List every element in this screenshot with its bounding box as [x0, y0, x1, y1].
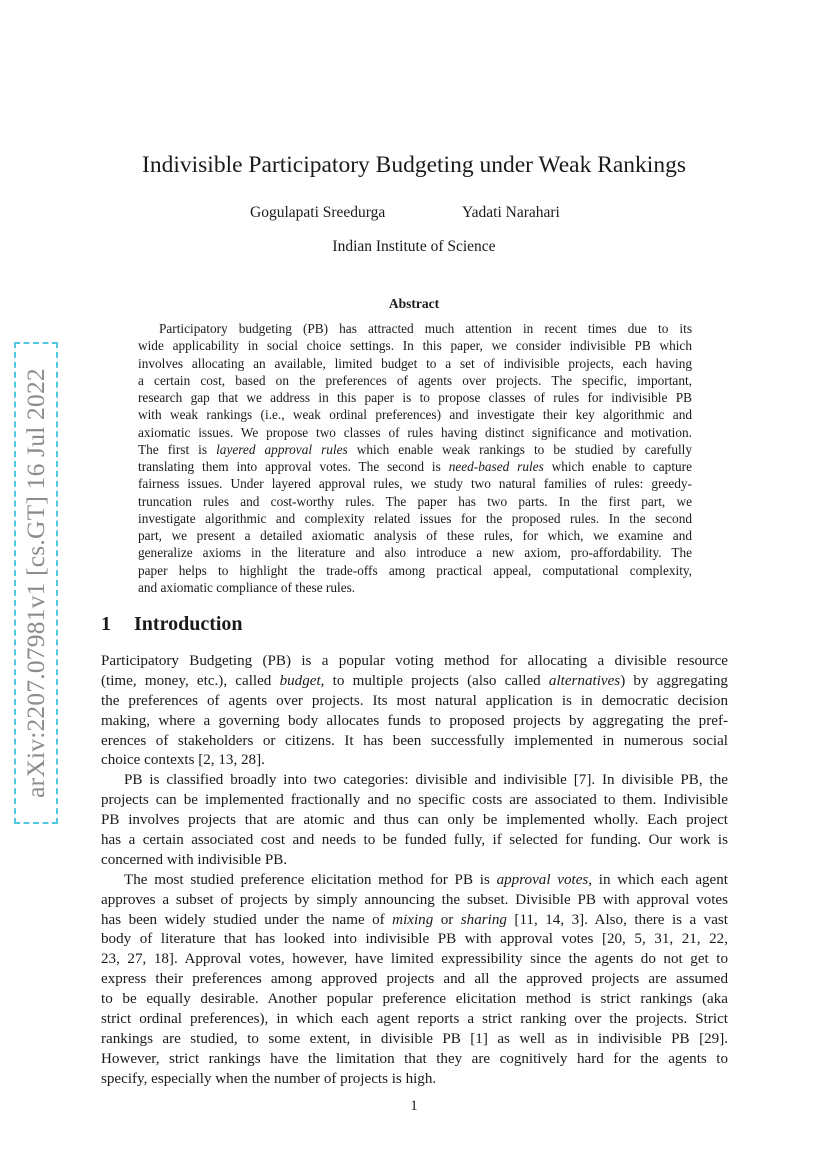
abstract-line: with weak rankings (i.e., weak ordinal preferences) and investigate their key algorithmic and: [138, 407, 692, 423]
page-number: 1: [410, 1098, 418, 1114]
abstract-line: wide applicability in social choice settings. In this paper, we consider indivisible PB which: [138, 338, 692, 354]
body-text-line: erences of stakeholders or citizens. It has been successfully implemented in numerous social: [101, 732, 728, 749]
abstract-line: investigate algorithmic and complexity related issues for the proposed rules. In the second: [138, 510, 692, 526]
emphasized-term: mixing: [392, 911, 434, 928]
body-text-line: making, where a governing body allocates funds to proposed projects by aggregating the pref-: [101, 712, 728, 729]
abstract-heading: Abstract: [388, 296, 440, 311]
paper-title: Indivisible Participatory Budgeting under Weak Rankings: [142, 152, 686, 178]
body-text-line: concerned with indivisible PB.: [101, 851, 288, 868]
abstract-line: generalize axioms in the literature and also introduce a new axiom, pro-affordability. The: [138, 545, 692, 561]
body-text-line: the preferences of agents over projects. Its most natural application is in democratic decision: [101, 692, 728, 709]
abstract-line: truncation rules and cost-worthy rules. The paper has two parts. In the first part, we: [138, 493, 692, 509]
body-text-line: to be equally desirable. Another popular preference elicitation method is strict rankings (aka: [101, 991, 728, 1008]
introduction-body: [101, 652, 728, 1090]
emphasized-term: layered approval rules: [216, 441, 348, 457]
body-text-line: strict ordinal preferences), in which each agent reports a strict ranking over the projects. Strict: [101, 1011, 728, 1028]
abstract-line: part, we present a detailed axiomatic analysis of these rules, for which, we examine and: [138, 528, 692, 544]
section-heading: [101, 613, 243, 636]
body-text-line: PB is classified broadly into two categories: divisible and indivisible [7]. In divisible PB, the: [124, 772, 728, 789]
emphasized-term: approval votes: [496, 871, 589, 888]
body-text-line: The most studied preference elicitation method for PB is approval votes, in which each agent: [124, 871, 728, 888]
body-text-line: has been widely studied under the name of mixing or sharing [11, 14, 3]. Also, there is a vast: [101, 911, 728, 928]
abstract-line: The first is layered approval rules which enable weak rankings to be studied by carefully: [138, 441, 693, 457]
body-text-line: specify, especially when the number of projects is high.: [101, 1070, 437, 1087]
body-text-line: 23, 27, 18]. Approval votes, however, have limited expressibility since the agents do not get to: [101, 951, 728, 968]
abstract-line: research gap that we address in this paper is to propose classes of rules for indivisible PB: [138, 390, 692, 406]
arxiv-identifier: arXiv:2207.07981v1 [cs.GT] 16 Jul 2022: [21, 368, 51, 798]
arxiv-stamp: [14, 342, 58, 824]
abstract-line: Participatory budgeting (PB) has attracted much attention in recent times due to its: [159, 321, 692, 336]
body-text-line: body of literature that has looked into indivisible PB with approval votes [20, 5, 31, 21, 22,: [101, 931, 728, 948]
body-text-line: (time, money, etc.), called budget, to multiple projects (also called alternatives) by aggregating: [101, 672, 728, 689]
abstract-line: fairness issues. Under layered approval rules, we study two natural families of rules: greedy-: [138, 476, 692, 492]
emphasized-term: sharing: [460, 911, 507, 928]
body-text-line: has a certain associated cost and needs to be funded fully, if selected for funding. Our work is: [101, 832, 728, 849]
body-text-line: Participatory Budgeting (PB) is a popular voting method for allocating a divisible resource: [101, 653, 728, 669]
abstract-line: axiomatic issues. We propose two classes of rules having distinct significance and motivation.: [138, 424, 692, 440]
abstract-body: [138, 320, 692, 596]
affiliation: Indian Institute of Science: [332, 238, 496, 255]
body-text-line: approves a subset of projects by simply announcing the subset. Divisible PB with approval votes: [101, 891, 728, 908]
body-text-line: PB involves projects that are atomic and thus can only be implemented wholly. Each project: [101, 812, 728, 829]
body-text-line: express their preferences among approved projects and all the approved projects are assumed: [101, 971, 728, 988]
abstract-line: involves allocating an available, limited budget to a set of indivisible projects, each having: [138, 355, 692, 371]
body-text-line: projects can be implemented fractionally and no specific costs are associated to them. Indivisible: [101, 792, 728, 809]
section-number: 1: [101, 613, 111, 635]
emphasized-term: budget: [279, 672, 321, 689]
abstract-line: and axiomatic compliance of these rules.: [138, 579, 356, 595]
author-name: Yadati Narahari: [462, 204, 560, 221]
body-text-line: rankings are studied, to some extent, in divisible PB [1] as well as in indivisible PB [29].: [101, 1030, 728, 1047]
abstract-line: paper helps to highlight the trade-offs among practical appeal, computational complexity,: [138, 562, 692, 578]
body-text-line: choice contexts [2, 13, 28].: [101, 752, 265, 769]
abstract-line: a certain cost, based on the preferences of agents over projects. The specific, important,: [138, 372, 692, 388]
abstract-line: translating them into approval votes. The second is need-based rules which enable to capture: [138, 459, 692, 475]
emphasized-term: alternatives: [548, 672, 621, 689]
emphasized-term: need-based rules: [448, 459, 544, 475]
body-text-line: However, strict rankings have the limitation that they are cognitively hard for the agents to: [101, 1050, 728, 1067]
author-name: Gogulapati Sreedurga: [250, 204, 386, 221]
section-title: Introduction: [134, 613, 243, 635]
